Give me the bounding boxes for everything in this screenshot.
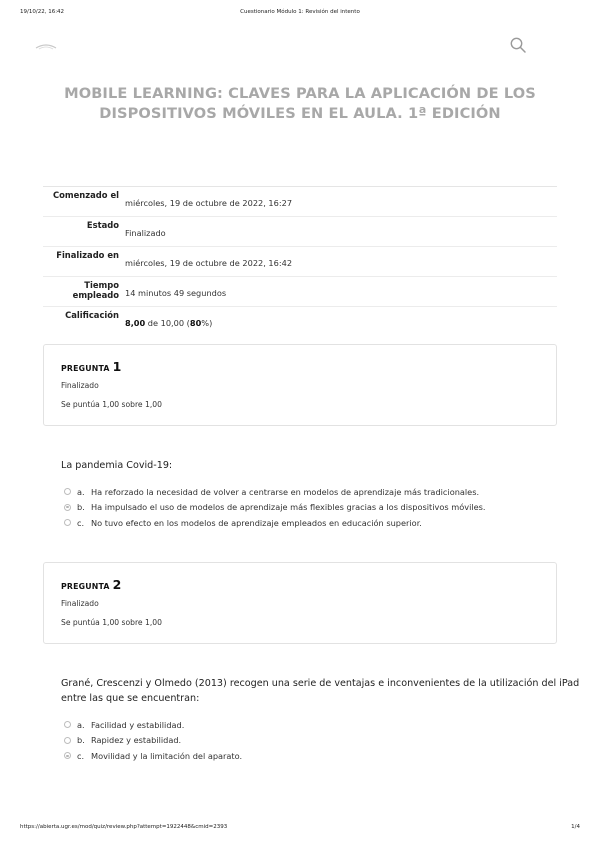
question-label: PREGUNTA <box>61 582 110 591</box>
answer-letter: a. <box>77 486 85 497</box>
answer-letter: b. <box>77 735 85 746</box>
question-heading <box>61 359 122 374</box>
grade-value <box>119 307 212 337</box>
attempt-summary-table <box>43 186 557 337</box>
print-page-number: 1/4 <box>571 824 580 830</box>
radio-button[interactable] <box>64 488 71 495</box>
question-state: Finalizado <box>61 381 99 390</box>
answer-option[interactable] <box>64 515 486 531</box>
question-grade: Se puntúa 1,00 sobre 1,00 <box>61 400 162 409</box>
question-label: PREGUNTA <box>61 364 110 373</box>
print-url[interactable]: https://abierta.ugr.es/mod/quiz/review.php?attempt=1922448&cmid=2393 <box>20 824 228 830</box>
started-label: Comenzado el <box>52 190 119 200</box>
question-number: 1 <box>112 359 122 374</box>
print-header <box>20 9 580 19</box>
answer-text: Movilidad y la limitación del aparato. <box>91 750 243 761</box>
radio-button[interactable] <box>64 721 71 728</box>
radio-button-selected[interactable] <box>64 504 71 511</box>
answer-letter: c. <box>77 517 85 528</box>
grade-label: Calificación <box>65 310 119 320</box>
grade-middle: de 10,00 ( <box>145 318 190 328</box>
question-text-line: entre las que se encuentran: <box>61 693 200 704</box>
grade-score: 8,00 <box>125 318 146 328</box>
radio-button-selected[interactable] <box>64 752 71 759</box>
answer-text: Ha reforzado la necesidad de volver a centrarse en modelos de aprendizaje más tradicionales. <box>91 486 480 497</box>
question-info-box <box>43 562 557 644</box>
answer-option[interactable] <box>64 484 486 500</box>
summary-row-grade <box>43 307 557 337</box>
summary-row-time <box>43 277 557 307</box>
print-footer <box>20 824 580 834</box>
question-text <box>61 676 579 706</box>
answer-option[interactable] <box>64 733 242 749</box>
radio-button[interactable] <box>64 737 71 744</box>
time-value: 14 minutos 49 segundos <box>125 288 227 298</box>
answer-option[interactable] <box>64 748 242 764</box>
answer-list <box>64 717 242 764</box>
answer-list <box>64 484 486 531</box>
search-icon[interactable] <box>509 36 527 54</box>
answer-text: Ha impulsado el uso de modelos de aprendizaje más flexibles gracias a los dispositivos móviles. <box>91 502 486 513</box>
summary-row-state <box>43 217 557 247</box>
summary-row-finished <box>43 247 557 277</box>
grade-percent: 80 <box>189 318 202 328</box>
question-text: La pandemia Covid-19: <box>61 460 173 471</box>
answer-letter: a. <box>77 719 85 730</box>
print-date: 19/10/22, 16:42 <box>20 9 65 15</box>
answer-option[interactable] <box>64 500 486 516</box>
answer-text: Facilidad y estabilidad. <box>91 719 185 730</box>
state-value: Finalizado <box>125 228 166 238</box>
question-state: Finalizado <box>61 599 99 608</box>
started-value: miércoles, 19 de octubre de 2022, 16:27 <box>125 198 293 208</box>
answer-text: No tuvo efecto en los modelos de aprendizaje empleados en educación superior. <box>91 517 422 528</box>
question-grade: Se puntúa 1,00 sobre 1,00 <box>61 618 162 627</box>
grade-suffix: %) <box>201 318 213 328</box>
finished-value: miércoles, 19 de octubre de 2022, 16:42 <box>125 258 293 268</box>
summary-row-started <box>43 187 557 217</box>
question-text-line: Grané, Crescenzi y Olmedo (2013) recogen una serie de ventajas e inconvenientes de la utilización del iPad <box>61 678 580 689</box>
radio-button[interactable] <box>64 519 71 526</box>
answer-letter: b. <box>77 502 85 513</box>
question-number: 2 <box>112 577 122 592</box>
logo-icon[interactable] <box>34 40 58 52</box>
state-label: Estado <box>86 220 119 230</box>
course-title: MOBILE LEARNING: CLAVES PARA LA APLICACIÓN DE LOS DISPOSITIVOS MÓVILES EN EL AULA. 1ª EDICIÓN <box>64 85 536 122</box>
time-label: Tiempo empleado <box>72 280 119 300</box>
question-info-box <box>43 344 557 426</box>
answer-option[interactable] <box>64 717 242 733</box>
answer-text: Rapidez y estabilidad. <box>91 735 182 746</box>
question-heading <box>61 577 122 592</box>
answer-letter: c. <box>77 750 85 761</box>
print-document-title: Cuestionario Módulo 1: Revisión del intento <box>240 9 360 15</box>
finished-label: Finalizado en <box>56 250 119 260</box>
